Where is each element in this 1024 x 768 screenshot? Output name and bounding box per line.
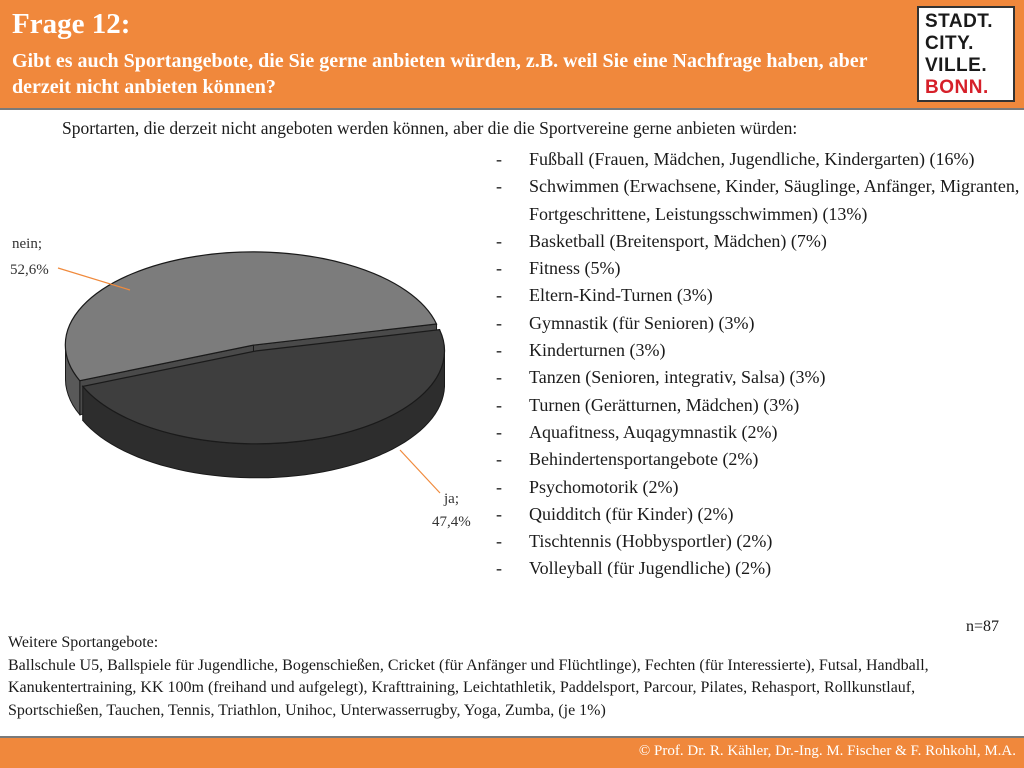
logo-line-city: CITY. (925, 33, 974, 54)
slice-value-nein: 52,6% (10, 262, 49, 278)
sport-item-text: Gymnastik (für Senioren) (3%) (529, 312, 755, 333)
sport-item-text: Behindertensportangebote (2%) (529, 449, 759, 470)
list-dash: - (496, 531, 502, 552)
list-dash: - (496, 476, 502, 497)
copyright: © Prof. Dr. R. Kähler, Dr.-Ing. M. Fischer & F. Rohkohl, M.A. (638, 743, 1016, 759)
slice-label-nein: nein; (12, 236, 42, 252)
sport-item-text: Schwimmen (Erwachsene, Kinder, Säuglinge, Anfänger, Migranten, Fortgeschrittene, Leistungsschwimmen) (13%) (529, 176, 1020, 224)
logo-line-stadt: STADT. (925, 11, 994, 32)
footer-bar (0, 736, 1024, 768)
sport-item-text: Basketball (Breitensport, Mädchen) (7%) (529, 230, 827, 251)
sport-item (496, 228, 1024, 255)
list-dash: - (496, 230, 502, 251)
leader-line-ja (400, 450, 440, 493)
list-subtitle: Sportarten, die derzeit nicht angeboten werden können, aber die die Sportvereine gerne anbieten würden: (62, 118, 798, 138)
sport-item-text: Fitness (5%) (529, 258, 621, 279)
logo-line-ville: VILLE. (925, 55, 988, 76)
sport-item (496, 282, 1024, 309)
sports-list (496, 146, 1024, 583)
sport-item (496, 364, 1024, 391)
list-dash: - (496, 258, 502, 279)
logo-line-bonn: BONN. (925, 77, 989, 98)
sport-item-text: Tanzen (Senioren, integrativ, Salsa) (3%) (529, 367, 826, 388)
list-dash: - (496, 176, 502, 197)
question-text: Gibt es auch Sportangebote, die Sie gerne anbieten würden, z.B. weil Sie eine Nachfrage haben, aber derzeit nicht anbieten können? (12, 50, 868, 98)
sport-item (496, 474, 1024, 501)
list-dash: - (496, 394, 502, 415)
sport-item-text: Turnen (Gerätturnen, Mädchen) (3%) (529, 394, 800, 415)
list-dash: - (496, 312, 502, 333)
leader-line-nein (58, 268, 130, 290)
sport-item-text: Kinderturnen (3%) (529, 340, 666, 361)
sample-size: n=87 (966, 618, 1000, 635)
sport-item (496, 501, 1024, 528)
list-dash: - (496, 149, 502, 169)
sport-item-text: Eltern-Kind-Turnen (3%) (529, 285, 713, 306)
slice-label-ja: ja; (444, 491, 459, 507)
sport-item (496, 146, 1024, 173)
sport-item-text: Tischtennis (Hobbysportler) (2%) (529, 531, 773, 552)
sport-item-text: Aquafitness, Auqagymnastik (2%) (529, 421, 778, 442)
sport-item-text: Fußball (Frauen, Mädchen, Jugendliche, Kindergarten) (16%) (529, 149, 975, 169)
further-offers (8, 632, 1013, 722)
list-dash: - (496, 340, 502, 361)
sport-item-text: Quidditch (für Kinder) (2%) (529, 503, 734, 524)
sport-item (496, 555, 1024, 582)
sport-item (496, 255, 1024, 282)
list-dash: - (496, 367, 502, 388)
sport-item (496, 528, 1024, 555)
list-dash: - (496, 503, 502, 524)
sport-item (496, 446, 1024, 473)
slide-title: Frage 12: (12, 8, 131, 40)
pie-chart (0, 228, 490, 538)
sport-item (496, 310, 1024, 337)
list-dash: - (496, 421, 502, 442)
further-text: Ballschule U5, Ballspiele für Jugendliche, Bogenschießen, Cricket (für Anfänger und Flüchtlinge), Fechten (für Interessierte), Futsal, Handball, Kanukentertraining, KK 100m (freihand und aufgelegt), Krafttraining, Leichtathletik, Paddelsport, Parcour, Pilates, Rehasport, Rollkunstlauf, Sportschießen, Tauchen, Tennis, Triathlon, Unihoc, Unterwasserrugby, Yoga, Zumba, (je 1%) (8, 656, 929, 719)
slice-value-ja: 47,4% (432, 514, 471, 530)
city-logo (917, 6, 1015, 102)
sport-item-text: Volleyball (für Jugendliche) (2%) (529, 558, 772, 579)
sport-item (496, 337, 1024, 364)
further-heading: Weitere Sportangebote: (8, 634, 159, 651)
list-dash: - (496, 449, 502, 470)
list-dash: - (496, 558, 502, 579)
sport-item (496, 392, 1024, 419)
list-dash: - (496, 285, 502, 306)
sport-item-text: Psychomotorik (2%) (529, 476, 679, 497)
header-bar (0, 0, 1024, 110)
sport-item (496, 173, 1024, 228)
sport-item (496, 419, 1024, 446)
